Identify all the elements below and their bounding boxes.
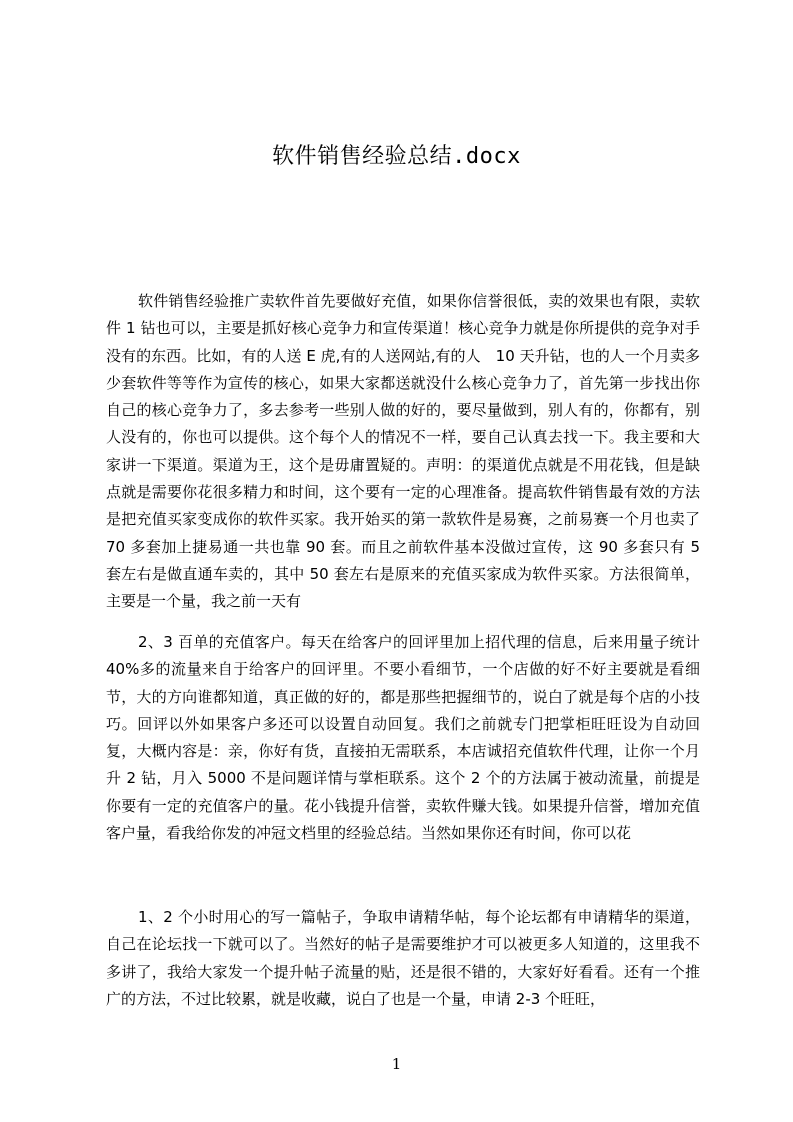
- body-paragraph-1: 软件销售经验推广卖软件首先要做好充值，如果你信誉很低，卖的效果也有限，卖软件 1 钻也可以，主要是抓好核心竞争力和宣传渠道！核心竞争力就是你所提供的竞争对手没有的东西。比如，有的人送 E 虎,有的人送网站,有的人 10 天升钻，也的人一个月卖多少套软件等等作为宣传的核心，如果大家都送就没什么核心竞争力了，首先第一步找出你自己的核心竞争力了，多去参考一些别人做的好的，要尽量做到，别人有的，你都有，别人没有的，你也可以提供。这个每个人的情况不一样，要自己认真去找一下。我主要和大家讲一下渠道。渠道为王，这个是毋庸置疑的。声明：的渠道优点就是不用花钱，但是缺点就是需要你花很多精力和时间，这个要有一定的心理准备。提高软件销售最有效的方法是把充值买家变成你的软件买家。我开始买的第一款软件是易赛，之前易赛一个月也卖了 70 多套加上捷易通一共也靠 90 套。而且之前软件基本没做过宣传，这 90 多套只有 5 套左右是做直通车卖的，其中 50 套左右是原来的充值买家成为软件买家。方法很简单，主要是一个量，我之前一天有: [106, 292, 700, 611]
- body-paragraph-2: 2、3 百单的充值客户。每天在给客户的回评里加上招代理的信息，后来用量子统计 40%多的流量来自于给客户的回评里。不要小看细节，一个店做的好不好主要就是看细节，大的方向谁都知道，真正做的好的，都是那些把握细节的，说白了就是每个店的小技巧。回评以外如果客户多还可以设置自动回复。我们之前就专门把掌柜旺旺设为自动回复，大概内容是：亲，你好有货，直接拍无需联系，本店诚招充值软件代理，让你一个月升 2 钻，月入 5000 不是问题详情与掌柜联系。这个 2 个的方法属于被动流量，前提是你要有一定的充值客户的量。花小钱提升信誉，卖软件赚大钱。如果提升信誉，增加充值客户量，看我给你发的冲冠文档里的经验总结。当然如果你还有时间，你可以花: [106, 633, 700, 843]
- document-title: 软件销售经验总结.docx: [272, 144, 521, 169]
- page-number: 1: [391, 1055, 402, 1073]
- body-paragraph-3: 1、2 个小时用心的写一篇帖子，争取申请精华帖，每个论坛都有申请精华的渠道，自己在论坛找一下就可以了。当然好的帖子是需要维护才可以被更多人知道的，这里我不多讲了，我给大家发一个提升帖子流量的贴，还是很不错的，大家好好看看。还有一个推广的方法，不过比较累，就是收藏，说白了也是一个量，申请 2-3 个旺旺，: [106, 908, 700, 1008]
